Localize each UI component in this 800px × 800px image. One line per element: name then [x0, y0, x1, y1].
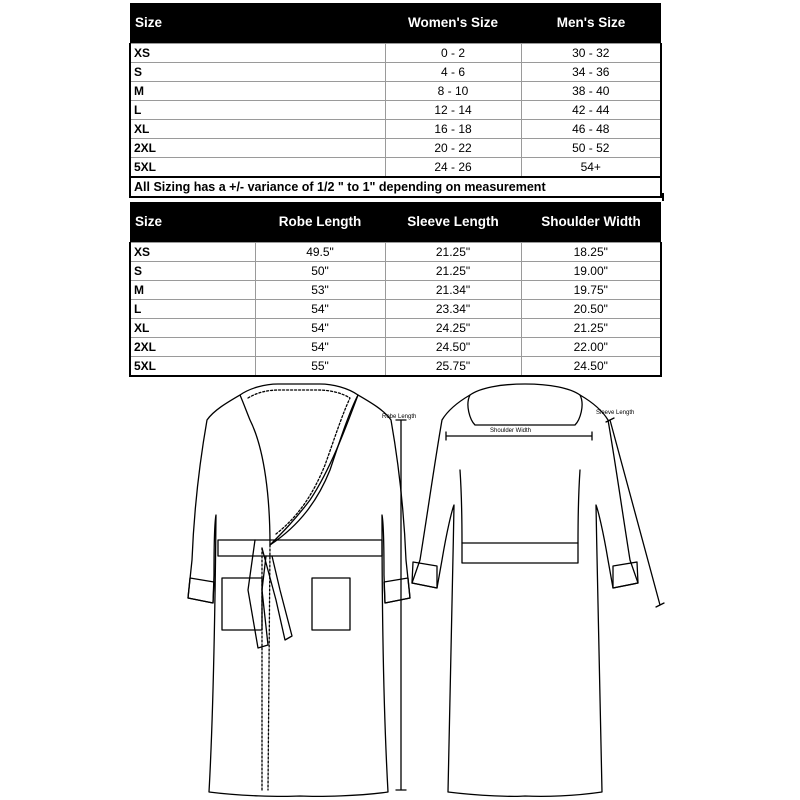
sleeve-length-cell: 21.34" [385, 281, 521, 300]
table-header-row [130, 3, 661, 44]
column-header: Men's Size [521, 3, 661, 44]
womens-size-cell: 8 - 10 [385, 82, 521, 101]
shoulder-width-label: Shoulder Width [490, 428, 532, 434]
robe-front-drawing [188, 384, 410, 796]
robe-length-label: Robe Length [382, 414, 417, 420]
column-header: Women's Size [385, 3, 521, 44]
mens-size-cell: 30 - 32 [521, 44, 661, 63]
robe-back-collar [468, 384, 582, 425]
size-cell: 5XL [130, 158, 385, 178]
robe-front-cuff-left [188, 578, 214, 603]
size-conversion-table [129, 3, 662, 198]
robe-length-cell: 54" [255, 319, 385, 338]
size-cell: M [130, 281, 255, 300]
table-row [130, 101, 661, 120]
size-cell: XS [130, 44, 385, 63]
sleeve-length-cell: 24.50" [385, 338, 521, 357]
measurements-table [129, 202, 662, 377]
shoulder-width-cell: 20.50" [521, 300, 661, 319]
table-row [130, 357, 661, 377]
shoulder-width-cell: 21.25" [521, 319, 661, 338]
robe-back-belt [462, 543, 578, 563]
column-header: Sleeve Length [385, 202, 521, 243]
mens-size-cell: 42 - 44 [521, 101, 661, 120]
table-row [130, 139, 661, 158]
womens-size-cell: 24 - 26 [385, 158, 521, 178]
robe-back-seam-right [578, 470, 580, 543]
column-header: Shoulder Width [521, 202, 661, 243]
robe-length-cell: 50" [255, 262, 385, 281]
table-row [130, 338, 661, 357]
variance-note-row [130, 177, 661, 197]
shoulder-width-cell: 24.50" [521, 357, 661, 377]
robe-length-cell: 53" [255, 281, 385, 300]
robe-front-collar [240, 384, 358, 545]
robe-length-cell: 55" [255, 357, 385, 377]
sleeve-length-cell: 25.75" [385, 357, 521, 377]
table-row [130, 243, 661, 262]
table-row [130, 319, 661, 338]
womens-size-cell: 20 - 22 [385, 139, 521, 158]
womens-size-cell: 0 - 2 [385, 44, 521, 63]
table-row [130, 158, 661, 178]
table-row [130, 300, 661, 319]
sleeve-length-cell: 21.25" [385, 262, 521, 281]
size-cell: S [130, 63, 385, 82]
robe-length-line [396, 420, 406, 790]
table-row [130, 63, 661, 82]
robe-length-cell: 49.5" [255, 243, 385, 262]
sleeve-length-cell: 23.34" [385, 300, 521, 319]
table-header-row [130, 202, 661, 243]
size-cell: L [130, 101, 385, 120]
mens-size-cell: 46 - 48 [521, 120, 661, 139]
robe-front-pocket-left [222, 578, 262, 630]
table-row [130, 44, 661, 63]
divider-tick [662, 193, 664, 201]
robe-back-cuff-left [412, 562, 437, 588]
mens-size-cell: 34 - 36 [521, 63, 661, 82]
mens-size-cell: 54+ [521, 158, 661, 178]
womens-size-cell: 4 - 6 [385, 63, 521, 82]
size-cell: L [130, 300, 255, 319]
mens-size-cell: 50 - 52 [521, 139, 661, 158]
size-cell: 2XL [130, 139, 385, 158]
womens-size-cell: 16 - 18 [385, 120, 521, 139]
sleeve-length-line [606, 418, 664, 607]
size-cell: 5XL [130, 357, 255, 377]
size-cell: 2XL [130, 338, 255, 357]
size-cell: XL [130, 120, 385, 139]
mens-size-cell: 38 - 40 [521, 82, 661, 101]
robe-front-cuff-right [384, 578, 410, 603]
robe-back-drawing [412, 384, 638, 796]
column-header: Size [130, 3, 385, 44]
robe-back-seam-left [460, 470, 462, 543]
robe-measurement-diagram [0, 380, 800, 800]
size-cell: M [130, 82, 385, 101]
size-cell: XL [130, 319, 255, 338]
robe-length-cell: 54" [255, 338, 385, 357]
robe-front-belt [218, 540, 382, 556]
robe-length-cell: 54" [255, 300, 385, 319]
variance-note: All Sizing has a +/- variance of 1/2 " to 1" depending on measurement [130, 177, 661, 197]
robe-back-outline [412, 395, 638, 796]
table-row [130, 82, 661, 101]
robe-back-cuff-right [613, 562, 638, 588]
womens-size-cell: 12 - 14 [385, 101, 521, 120]
shoulder-width-cell: 19.75" [521, 281, 661, 300]
robe-front-lapel-right [270, 395, 358, 545]
table-row [130, 262, 661, 281]
sleeve-length-cell: 21.25" [385, 243, 521, 262]
shoulder-width-cell: 19.00" [521, 262, 661, 281]
column-header: Robe Length [255, 202, 385, 243]
size-cell: XS [130, 243, 255, 262]
sleeve-length-label: Sleeve Length [596, 410, 635, 416]
robe-front-pocket-right [312, 578, 350, 630]
shoulder-width-cell: 22.00" [521, 338, 661, 357]
table-row [130, 120, 661, 139]
sleeve-length-cell: 24.25" [385, 319, 521, 338]
shoulder-width-cell: 18.25" [521, 243, 661, 262]
robe-front-outline [188, 395, 410, 796]
column-header: Size [130, 202, 255, 243]
size-cell: S [130, 262, 255, 281]
table-row [130, 281, 661, 300]
